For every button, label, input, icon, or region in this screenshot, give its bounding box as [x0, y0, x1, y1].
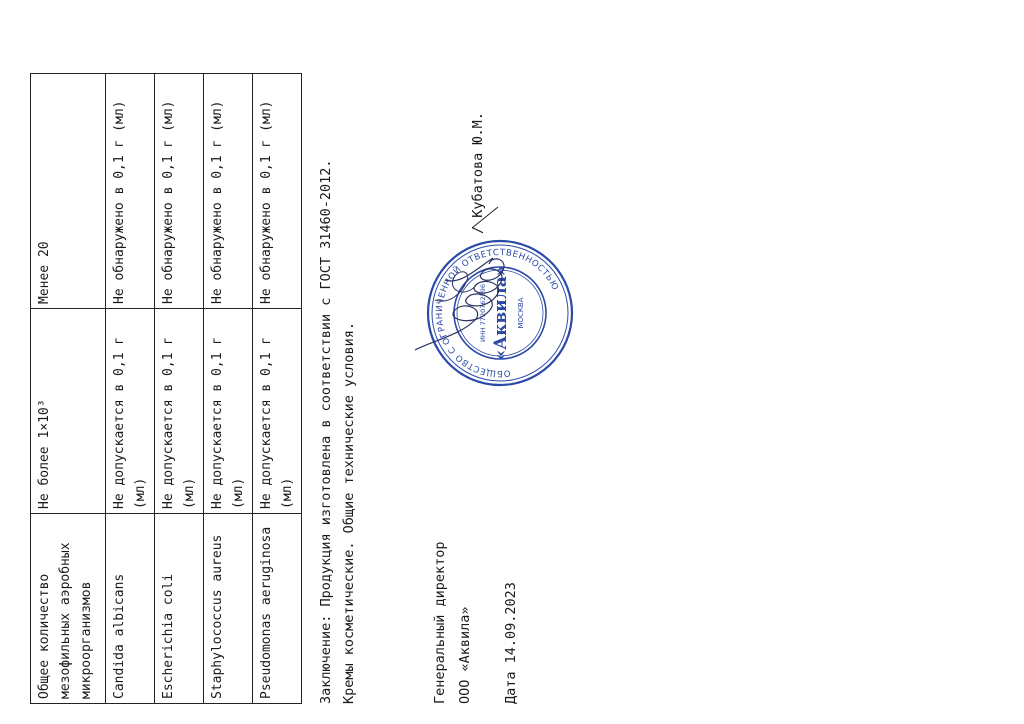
table-row — [155, 74, 204, 704]
document-date: Дата 14.09.2023 — [503, 582, 519, 704]
handwritten-signature — [405, 240, 525, 370]
table-row — [253, 74, 302, 704]
indicator-cell: Candida albicans — [106, 514, 155, 704]
indicator-cell: Общее количество мезофильных аэробных микроорганизмов — [31, 514, 106, 704]
result-cell: Не обнаружено в 0,1 г (мл) — [204, 74, 253, 309]
results-table — [30, 73, 302, 704]
indicator-cell: Escherichia coli — [155, 514, 204, 704]
table-row — [204, 74, 253, 704]
result-cell: Менее 20 — [31, 74, 106, 309]
stamp-center-text: «Аквила» — [491, 265, 511, 361]
signature-line — [470, 205, 500, 230]
norm-cell: Не более 1×10³ — [31, 309, 106, 514]
result-cell: Не обнаружено в 0,1 г (мл) — [106, 74, 155, 309]
stamp-city-text: МОСКВА — [517, 297, 525, 329]
table-row — [106, 74, 155, 704]
norm-cell: Не допускается в 0,1 г (мл) — [106, 309, 155, 514]
table-row — [31, 74, 106, 704]
indicator-cell: Staphylococcus aureus — [204, 514, 253, 704]
stamp-inn-text: ИНН 7720762596 — [479, 283, 487, 343]
conclusion-line-2: Кремы косметические. Общие технические условия. — [341, 321, 357, 704]
company-name: ООО «Аквила» — [457, 606, 473, 704]
stamp-outer-text: ОБЩЕСТВО С ОГРАНИЧЕННОЙ ОТВЕТСТВЕННОСТЬЮ — [434, 247, 561, 379]
norm-cell: Не допускается в 0,1 г (мл) — [155, 309, 204, 514]
result-cell: Не обнаружено в 0,1 г (мл) — [155, 74, 204, 309]
director-title: Генеральный директор — [432, 541, 448, 704]
conclusion-line-1: Заключение: Продукция изготовлена в соответствии с ГОСТ 31460-2012. — [318, 159, 334, 704]
norm-cell: Не допускается в 0,1 г (мл) — [253, 309, 302, 514]
indicator-cell: Pseudomonas aeruginosa — [253, 514, 302, 704]
signer-name: / Кубатова Ю.М. — [470, 112, 486, 234]
norm-cell: Не допускается в 0,1 г (мл) — [204, 309, 253, 514]
result-cell: Не обнаружено в 0,1 г (мл) — [253, 74, 302, 309]
